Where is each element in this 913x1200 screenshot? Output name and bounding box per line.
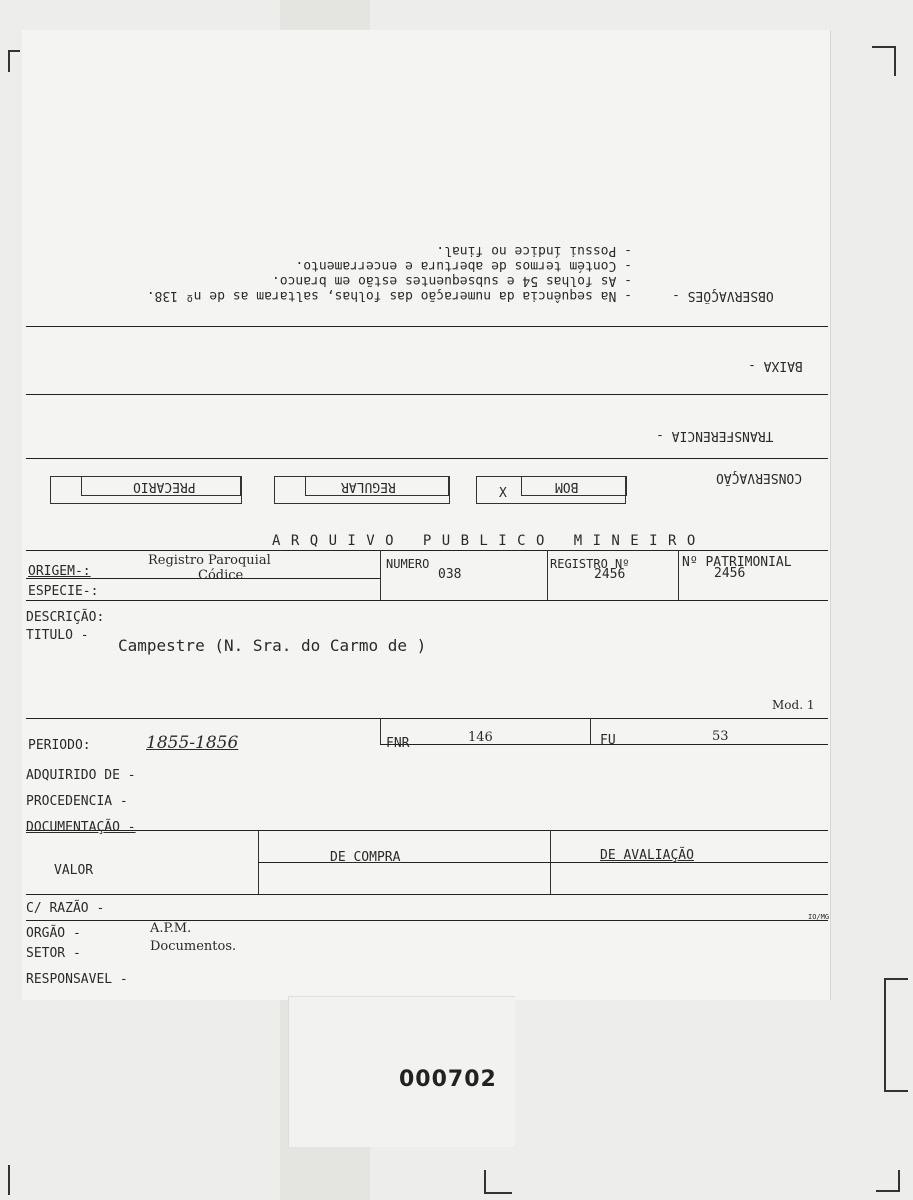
observation-line-3: - As folhas 54 e subsequentes estão em branco. (271, 273, 632, 288)
mod-label: Mod. 1 (772, 698, 815, 712)
transferencia-label: TRANSFERENCIA - (656, 428, 774, 443)
fu-label: FU (600, 733, 616, 748)
divider (26, 894, 828, 895)
divider (26, 718, 828, 719)
divider (26, 920, 828, 921)
divider (26, 550, 828, 551)
origem-label: ORIGEM-: (28, 564, 91, 579)
observation-line-4: - Na sequência da numeração das folhas, saltaram as de nº 138. (146, 288, 632, 303)
observacoes-label: OBSERVAÇÕES - (672, 288, 774, 303)
regular-label: REGULAR (341, 479, 396, 494)
de-compra-label: DE COMPRA (330, 850, 401, 865)
crop-mark-bottom-right (876, 1170, 900, 1192)
divider (26, 394, 828, 395)
especie-label: ESPECIE-: (28, 584, 99, 599)
patrimonial-label: Nº PATRIMONIAL (682, 555, 792, 570)
crop-mark-bottom-left (8, 1165, 12, 1195)
fnr-label: FNR (386, 736, 410, 751)
observation-line-2: - Contém termos de abertura e encerramento. (295, 258, 632, 273)
divider (26, 326, 828, 327)
observation-line-1: - Possui índice no final. (436, 243, 632, 258)
fnr-value: 146 (468, 730, 493, 745)
de-avaliacao-label: DE AVALIAÇÃO (600, 848, 694, 863)
especie-value: Códice (198, 568, 244, 583)
conservacao-label: CONSERVAÇÃO (716, 470, 803, 485)
divider (26, 458, 828, 459)
cell-border (380, 550, 381, 600)
titulo-label: TITULO - (26, 628, 89, 643)
registro-label: REGISTRO Nº (550, 557, 630, 571)
conservacao-regular-box[interactable] (274, 476, 450, 504)
conservacao-precario-box[interactable] (50, 476, 242, 504)
cell-border (380, 718, 381, 744)
orgao-value: A.P.M. (150, 921, 192, 936)
titulo-value: Campestre (N. Sra. do Carmo de ) (118, 636, 427, 655)
conservacao-bom-box[interactable] (476, 476, 626, 504)
orgao-label: ORGÃO - (26, 926, 81, 941)
procedencia-label: PROCEDENCIA - (26, 794, 128, 809)
cell-border (678, 550, 679, 600)
razao-label: C/ RAZÃO - (26, 901, 105, 916)
valor-label: VALOR (54, 863, 94, 878)
divider (26, 600, 828, 601)
setor-value: Documentos. (150, 939, 237, 954)
divider (26, 830, 828, 831)
baixa-label: BAIXA - (748, 358, 803, 373)
fu-value: 53 (712, 729, 729, 744)
crop-mark-top-left (8, 50, 20, 72)
precario-label: PRECARIO (133, 479, 196, 494)
registro-value: 2456 (594, 567, 626, 582)
bom-mark: X (499, 486, 507, 501)
observations-text (72, 243, 632, 303)
archive-stamp (288, 996, 515, 1147)
numero-value: 038 (438, 567, 462, 582)
responsavel-label: RESPONSAVEL - (26, 972, 128, 987)
origem-value: Registro Paroquial (148, 553, 271, 568)
patrimonial-value: 2456 (714, 566, 746, 581)
cell-border (590, 718, 591, 744)
numero-label: NUMERO (386, 557, 430, 571)
small-code: IO/MG (808, 913, 830, 921)
crop-mark-bottom-center (484, 1170, 512, 1194)
stamp-number: 000702 (399, 1067, 497, 1092)
setor-label: SETOR - (26, 946, 81, 961)
catalog-card (22, 30, 831, 1000)
cell-border (547, 550, 548, 600)
periodo-label: PERIODO: (28, 738, 91, 753)
periodo-value: 1855-1856 (146, 733, 239, 753)
documentacao-label: DOCUMENTAÇÃO - (26, 820, 136, 835)
crop-mark-top-right (872, 46, 896, 76)
side-bracket (884, 978, 908, 1092)
institution-heading: A R Q U I V O P U B L I C O M I N E I R O (272, 533, 697, 549)
bom-label: BOM (555, 479, 579, 494)
adquirido-label: ADQUIRIDO DE - (26, 768, 136, 783)
descricao-label: DESCRIÇÃO: (26, 610, 105, 625)
